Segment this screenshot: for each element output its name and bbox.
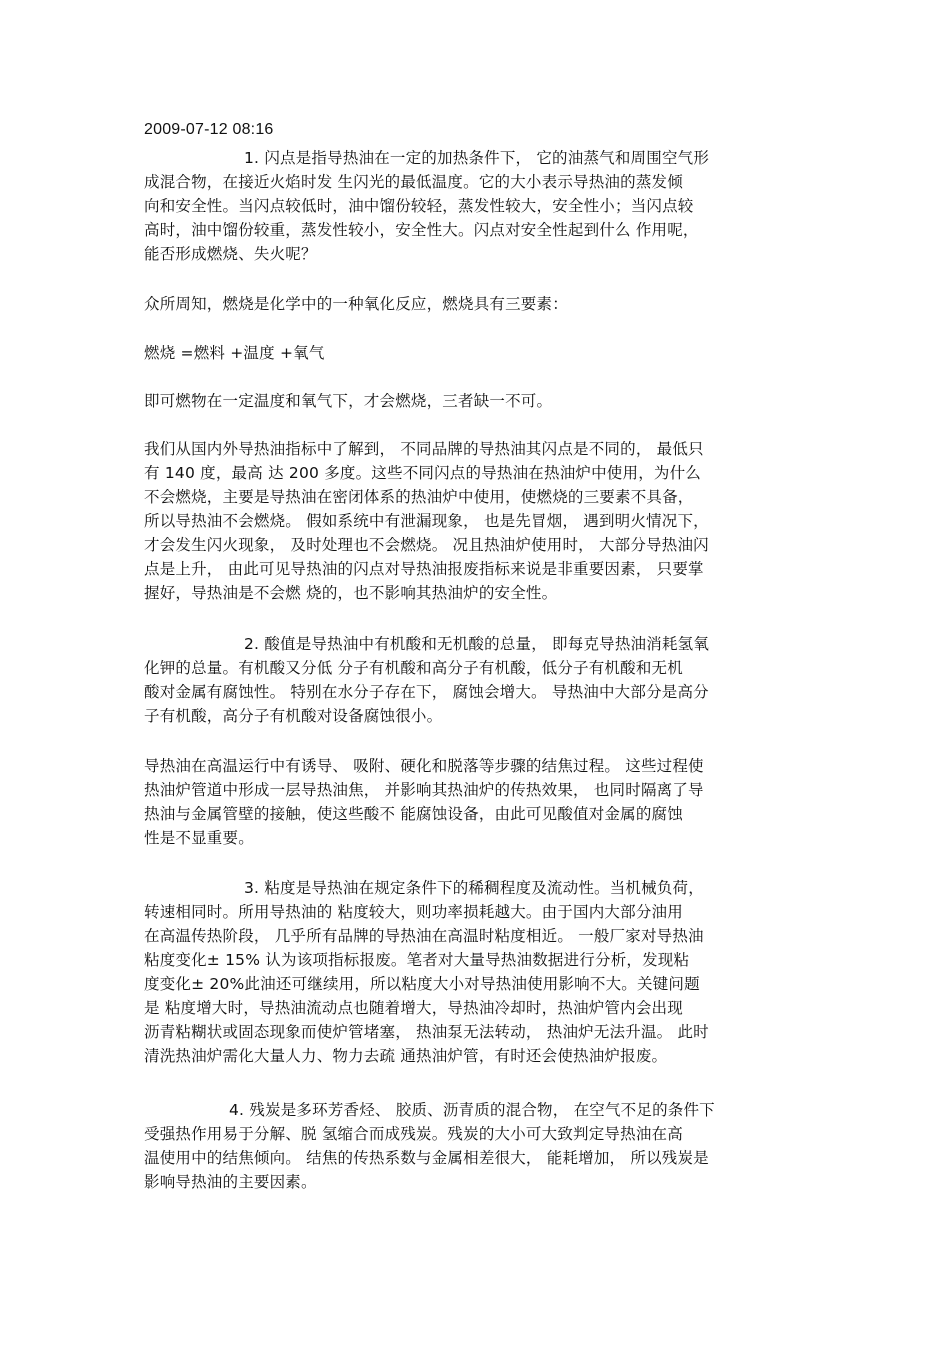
paragraph-line: 所以导热油不会燃烧。 假如系统中有泄漏现象， 也是先冒烟， 遇到明火情况下， (144, 512, 709, 530)
paragraph-line: 在高温传热阶段， 几乎所有品牌的导热油在高温时粘度相近。 一般厂家对导热油 (144, 927, 704, 945)
paragraph-line: 热油炉管道中形成一层导热油焦， 并影响其热油炉的传热效果， 也同时隔离了导 (144, 781, 704, 799)
paragraph-line: 受强热作用易于分解、脱 氢缩合而成残炭。残炭的大小可大致判定导热油在高 (144, 1125, 683, 1143)
paragraph-line: 子有机酸，高分子有机酸对设备腐蚀很小。 (144, 707, 443, 725)
paragraph-line: 众所周知，燃烧是化学中的一种氧化反应，燃烧具有三要素： (144, 295, 568, 313)
paragraph-line: 导热油在高温运行中有诱导、 吸附、硬化和脱落等步骤的结焦过程。 这些过程使 (144, 757, 704, 775)
paragraph-line: 粘度变化± 15% 认为该项指标报废。笔者对大量导热油数据进行分析，发现粘 (144, 951, 690, 969)
paragraph-line: 我们从国内外导热油指标中了解到， 不同品牌的导热油其闪点是不同的， 最低只 (144, 440, 704, 458)
paragraph-line: 3. 粘度是导热油在规定条件下的稀稠程度及流动性。当机械负荷， (244, 879, 704, 897)
paragraph-line: 酸对金属有腐蚀性。 特别在水分子存在下， 腐蚀会增大。 导热油中大部分是高分 (144, 683, 709, 701)
paragraph-line: 化钾的总量。有机酸又分低 分子有机酸和高分子有机酸，低分子有机酸和无机 (144, 659, 683, 677)
paragraph-line: 握好，导热油是不会燃 烧的，也不影响其热油炉的安全性。 (144, 584, 558, 602)
formula-line: 燃烧 =燃料 +温度 +氧气 (144, 344, 325, 362)
paragraph-line: 转速相同时。所用导热油的 粘度较大，则功率损耗越大。由于国内大部分油用 (144, 903, 683, 921)
document-date: 2009-07-12 08:16 (144, 121, 274, 138)
paragraph-line: 4. 残炭是多环芳香烃、 胶质、沥青质的混合物， 在空气不足的条件下 (229, 1101, 715, 1119)
paragraph-line: 能否形成燃烧、失火呢？ (144, 245, 317, 263)
paragraph-line: 2. 酸值是导热油中有机酸和无机酸的总量， 即每克导热油消耗氢氧 (244, 635, 710, 653)
paragraph-line: 是 粘度增大时，导热油流动点也随着增大，导热油冷却时，热油炉管内会出现 (144, 999, 683, 1017)
paragraph-line: 成混合物，在接近火焰时发 生闪光的最低温度。它的大小表示导热油的蒸发倾 (144, 173, 683, 191)
paragraph-line: 向和安全性。当闪点较低时，油中馏份较轻，蒸发性较大，安全性小；当闪点较 (144, 197, 694, 215)
paragraph-line: 不会燃烧，主要是导热油在密闭体系的热油炉中使用，使燃烧的三要素不具备， (144, 488, 694, 506)
paragraph-line: 高时，油中馏份较重，蒸发性较小，安全性大。闪点对安全性起到什么 作用呢， (144, 221, 699, 239)
paragraph-line: 温使用中的结焦倾向。 结焦的传热系数与金属相差很大， 能耗增加， 所以残炭是 (144, 1149, 709, 1167)
paragraph-line: 1. 闪点是指导热油在一定的加热条件下， 它的油蒸气和周围空气形 (244, 149, 710, 167)
paragraph-line: 即可燃物在一定温度和氧气下，才会燃烧，三者缺一不可。 (144, 392, 553, 410)
paragraph-line: 点是上升， 由此可见导热油的闪点对导热油报废指标来说是非重要因素， 只要掌 (144, 560, 704, 578)
paragraph-line: 才会发生闪火现象， 及时处理也不会燃烧。 况且热油炉使用时， 大部分导热油闪 (144, 536, 709, 554)
paragraph-line: 热油与金属管壁的接触，使这些酸不 能腐蚀设备，由此可见酸值对金属的腐蚀 (144, 805, 683, 823)
paragraph-line: 沥青粘糊状或固态现象而使炉管堵塞， 热油泵无法转动， 热油炉无法升温。 此时 (144, 1023, 709, 1041)
paragraph-line: 清洗热油炉需化大量人力、物力去疏 通热油炉管，有时还会使热油炉报废。 (144, 1047, 668, 1065)
paragraph-line: 性是不显重要。 (144, 829, 254, 847)
paragraph-line: 影响导热油的主要因素。 (144, 1173, 317, 1191)
paragraph-line: 有 140 度，最高 达 200 多度。这些不同闪点的导热油在热油炉中使用，为什么 (144, 464, 702, 482)
paragraph-line: 度变化± 20%此油还可继续用，所以粘度大小对导热油使用影响不大。关键问题 (144, 975, 700, 993)
